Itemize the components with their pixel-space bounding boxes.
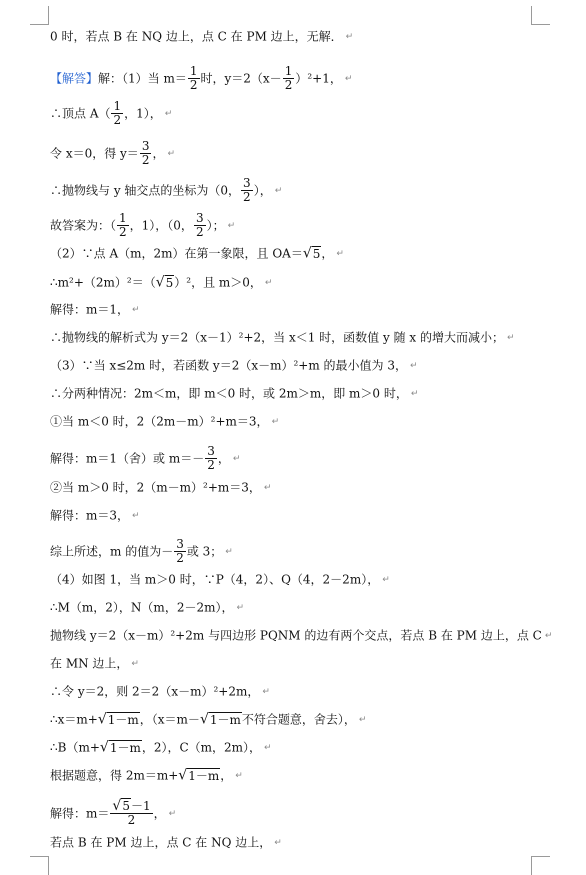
radicand: 1－m: [188, 768, 220, 783]
text-run: ）²，且 m＞0，: [174, 275, 262, 290]
text-line: [50, 712, 555, 727]
fraction: [111, 100, 123, 127]
text-run: 时，y＝2（x－: [200, 71, 282, 86]
text-line: [50, 538, 555, 565]
text-line: [50, 656, 555, 671]
text-run: ②当 m＞0 时，2（m－m）²+m＝3，: [50, 480, 261, 495]
text-run: 在 MN 边上，: [50, 656, 129, 671]
paragraph-mark-icon: ↵: [263, 482, 272, 493]
text-line: [50, 275, 555, 290]
text-run: ，: [153, 806, 166, 821]
text-run: ，1），（0，: [129, 218, 193, 233]
text-run: 解得：m＝: [50, 806, 110, 821]
text-run: ）²+1，: [295, 71, 342, 86]
fraction: [140, 140, 152, 167]
text-line: [50, 628, 555, 643]
text-run: ∴B（m+: [50, 740, 100, 755]
text-run: ∴m²+（2m）²＝（: [50, 275, 156, 290]
numerator: 3: [195, 211, 204, 225]
text-run: ，: [152, 146, 165, 161]
denominator: 2: [113, 113, 122, 127]
text-line: [50, 140, 555, 167]
radical-sign: √: [155, 274, 165, 291]
numerator: 3: [243, 176, 251, 190]
text-run: ∴x＝m+: [50, 712, 98, 727]
paragraph-mark-icon: ↵: [274, 185, 283, 196]
text-run: 或 3；: [186, 544, 223, 559]
text-line: [50, 572, 555, 587]
numerator: 1: [284, 64, 293, 78]
text-run: （2）∵点 A（m，2m）在第一象限，且 OA＝: [50, 246, 303, 261]
paragraph-mark-icon: ↵: [235, 770, 243, 781]
paragraph-mark-icon: ↵: [236, 602, 245, 613]
text-run: ∴令 y＝2，则 2＝2（x－m）²+2m，: [50, 684, 260, 699]
paragraph-mark-icon: ↵: [168, 808, 177, 819]
text-run: ），: [253, 183, 272, 198]
fraction: [241, 177, 253, 204]
paragraph-mark-icon: ↵: [344, 73, 353, 84]
paragraph-mark-icon: ↵: [167, 148, 176, 159]
radical-sign: √: [302, 245, 312, 262]
numerator: 1: [119, 211, 127, 225]
text-run: ①当 m＜0 时，2（2m－m）²+m＝3，: [50, 414, 269, 429]
text-run: ，: [321, 246, 334, 261]
fraction: [117, 212, 129, 239]
radical-sign: √: [99, 739, 109, 756]
radicand: 5: [122, 799, 130, 813]
text-line: [50, 302, 555, 317]
text-line: [50, 29, 555, 44]
numerator: 3: [141, 139, 150, 153]
paragraph-mark-icon: ↵: [131, 658, 139, 669]
radicand: 5: [165, 275, 174, 290]
radical-sign: √: [178, 767, 188, 784]
text-run: 令 x＝0，得 y＝: [50, 146, 139, 161]
paragraph-mark-icon: ↵: [544, 630, 553, 641]
paragraph-mark-icon: ↵: [410, 388, 419, 399]
fraction: [188, 65, 200, 92]
denominator: 2: [127, 813, 136, 827]
text-run: 综上所述，m 的值为－: [50, 544, 174, 559]
text-line: [50, 768, 555, 783]
radicand: 1－m: [109, 740, 141, 755]
denominator: 2: [119, 225, 127, 239]
text-line: [50, 835, 555, 850]
text-run: ，: [217, 451, 230, 466]
text-line: [50, 358, 555, 373]
text-run: ，: [220, 768, 233, 783]
text-line: [50, 684, 555, 699]
paragraph-mark-icon: ↵: [506, 332, 515, 343]
numerator-suffix: －1: [130, 799, 151, 813]
paragraph-mark-icon: ↵: [382, 574, 390, 585]
denominator: 2: [284, 78, 293, 92]
text-run: 抛物线 y＝2（x－m）²+2m 与四边形 PQNM 的边有两个交点，若点 B 在 PM 边上，点 C: [50, 628, 542, 643]
text-run: ，1），: [124, 106, 162, 121]
text-line: [50, 212, 555, 239]
radical-sign: √: [199, 711, 209, 728]
text-run: ）；: [206, 218, 225, 233]
numerator: 3: [207, 444, 215, 458]
square-root: [156, 275, 175, 290]
fraction: [110, 800, 152, 827]
text-run: 解：（1）当 m＝: [98, 71, 187, 86]
square-root: [98, 712, 140, 727]
text-line: [50, 65, 555, 92]
paragraph-mark-icon: ↵: [274, 837, 282, 848]
square-root: [100, 740, 142, 755]
fraction: [174, 538, 186, 565]
paragraph-mark-icon: ↵: [409, 360, 418, 371]
text-line: [50, 414, 555, 429]
text-run: 若点 B 在 PM 边上，点 C 在 NQ 边上，: [50, 835, 272, 850]
square-root: [178, 768, 220, 783]
paragraph-mark-icon: ↵: [225, 546, 233, 557]
answer-tag: 【解答】: [50, 71, 99, 86]
text-line: [50, 600, 555, 615]
text-run: 不符合题意，舍去），: [241, 712, 356, 727]
numerator: [110, 800, 152, 814]
fraction: [194, 212, 206, 239]
text-line: [50, 740, 555, 755]
paragraph-mark-icon: ↵: [232, 453, 241, 464]
paragraph-mark-icon: ↵: [262, 686, 270, 697]
text-run: ，（x＝m－: [139, 712, 200, 727]
text-run: 解得：m＝1（舍）或 m＝－: [50, 451, 205, 466]
fraction: [205, 445, 217, 472]
paragraph-mark-icon: ↵: [132, 304, 140, 315]
text-run: 解得：m＝3，: [50, 508, 130, 523]
text-run: ∴顶点 A（: [50, 106, 111, 121]
text-line: [50, 246, 555, 261]
paragraph-mark-icon: ↵: [264, 277, 273, 288]
denominator: 2: [243, 190, 251, 204]
paragraph-mark-icon: ↵: [264, 742, 272, 753]
paragraph-mark-icon: ↵: [345, 31, 354, 42]
paragraph-mark-icon: ↵: [358, 714, 367, 725]
paragraph-mark-icon: ↵: [132, 510, 140, 521]
fraction: [283, 65, 295, 92]
denominator: 2: [141, 153, 150, 167]
text-run: （3）∵当 x≤2m 时，若函数 y＝2（x－m）²+m 的最小值为 3，: [50, 358, 407, 373]
text-line: [50, 800, 555, 827]
square-root: [303, 246, 322, 261]
text-run: 故答案为：（: [50, 218, 117, 233]
paragraph-mark-icon: ↵: [227, 220, 236, 231]
text-line: [50, 177, 555, 204]
square-root: [112, 800, 131, 813]
text-run: 0 时，若点 B 在 NQ 边上，点 C 在 PM 边上，无解．: [50, 29, 343, 44]
square-root: [200, 712, 242, 727]
text-line: [50, 386, 555, 401]
denominator: 2: [207, 458, 215, 472]
denominator: 2: [189, 78, 198, 92]
radical-sign: √: [112, 798, 122, 814]
radicand: 5: [312, 246, 321, 261]
numerator: 1: [189, 64, 198, 78]
paragraph-mark-icon: ↵: [336, 248, 344, 259]
denominator: 2: [176, 551, 184, 565]
text-run: （4）如图 1，当 m＞0 时，∵P（4，2）、Q（4，2－2m），: [50, 572, 380, 587]
text-line: [50, 508, 555, 523]
text-run: 根据题意，得 2m＝m+: [50, 768, 179, 783]
text-line: [50, 480, 555, 495]
text-line: [50, 100, 555, 127]
radical-sign: √: [97, 711, 107, 728]
text-line: [50, 445, 555, 472]
paragraph-mark-icon: ↵: [164, 108, 173, 119]
text-run: ，2），C（m，2m），: [141, 740, 262, 755]
text-run: ∴抛物线与 y 轴交点的坐标为（0，: [50, 183, 241, 198]
text-run: 解得：m＝1，: [50, 302, 130, 317]
radicand: 1－m: [209, 712, 241, 727]
numerator: 3: [176, 537, 184, 551]
paragraph-mark-icon: ↵: [271, 416, 280, 427]
denominator: 2: [195, 225, 204, 239]
text-line: [50, 330, 555, 345]
text-run: ∴M（m，2），N（m，2－2m），: [50, 600, 234, 615]
text-run: ∴抛物线的解析式为 y＝2（x－1）²+2，当 x＜1 时，函数值 y 随 x 的增大而减小；: [50, 330, 504, 345]
radicand: 1－m: [107, 712, 139, 727]
text-run: ∴分两种情况：2m＜m，即 m＜0 时，或 2m＞m，即 m＞0 时，: [50, 386, 408, 401]
numerator: 1: [113, 99, 122, 113]
